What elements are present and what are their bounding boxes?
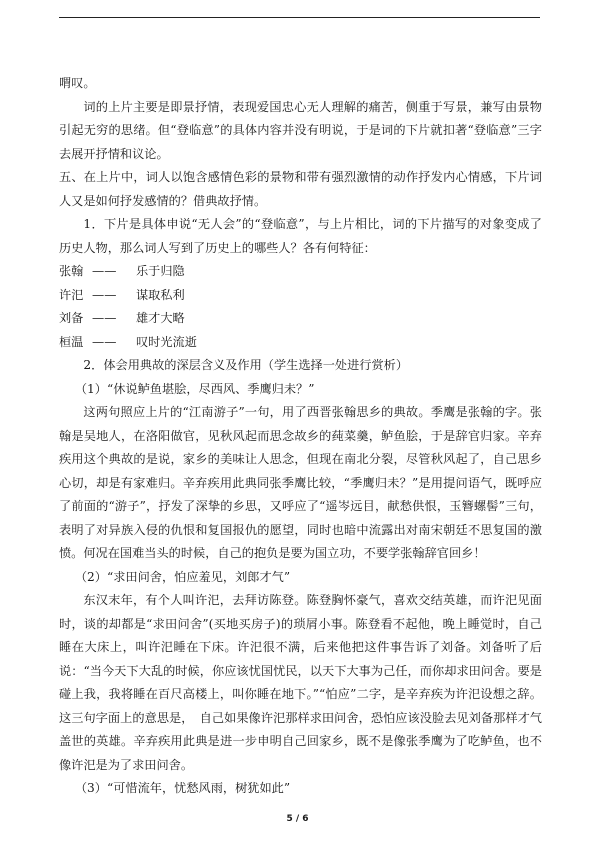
paragraph: 这两句照应上片的“江南游子”一句，用了西晋张翰思乡的典故。季鹰是张翰的字。张翰是吴地人，在洛阳做官，见秋风起而思念故乡的莼菜羹，鲈鱼脍，于是辞官归家。辛弃疾用这个典故的是说，家乡的美味让人思念，但现在南北分裂，尽管秋风起了，自己思乡心切，却是有家难归。辛弃疾用此典同张季鹰比较，“季鹰归未？”是用提问语气，既呼应了前面的“游子”，抒发了深挚的乡思，又呼应了“遥岑远目，献愁供恨，玉簪螺髻”三句，表明了对异族入侵的仇恨和复国报仇的愿望，同时也暗中流露出对南宋朝廷不思复国的激愤。何况在国难当头的时候，自己的抱负是要为国立功，不要学张翰辞官回乡！ — [59, 405, 542, 560]
list-item — [59, 307, 542, 331]
dash: —— — [92, 334, 117, 349]
document-body — [59, 72, 542, 801]
subheading: （2）“求田问舍，怕应羞见，刘郎才气” — [74, 569, 291, 584]
paragraph: 东汉末年，有个人叫许汜，去拜访陈登。陈登胸怀豪气，喜欢交结英雄，而许汜见面时，谈的却都是“求田问舍”(买地买房子)的琐屑小事。陈登看不起他，晚上睡觉时，自己睡在大床上，叫许汜睡在下床。许汜很不满，后来他把这件事告诉了刘备。刘备听了后说：“当今天下大乱的时候，你应该忧国忧民，以天下大事为己任，而你却求田问舍。要是碰上我，我将睡在百尺高楼上，叫你睡在地下。”“怕应”二字，是辛弃疾为许汜设想之辞。这三句字面上的意思是， 自己如果像许汜那样求田问舍，恐怕应该没脸去见刘备那样才气盖世的英雄。辛弃疾用此典是进一步申明自己回家乡，既不是像张季鹰为了吃鲈鱼，也不像许汜是为了求田问舍。 — [59, 593, 542, 772]
dash: —— — [92, 287, 117, 302]
dash: —— — [92, 264, 117, 278]
figure-name: 张翰 — [59, 264, 84, 278]
list-item — [59, 284, 542, 308]
figure-name: 许汜 — [59, 287, 84, 302]
subheading: （3）“可惜流年，忧愁风雨，树犹如此” — [74, 781, 291, 795]
paragraph: 1．下片是具体申说“无人会”的“登临意”，与上片相比，词的下片描写的对象变成了历史人物，那么词人写到了历史上的哪些人？各有何特征： — [59, 217, 542, 255]
subheading: （1）“休说鲈鱼堪脍，尽西风、季鹰归未？” — [74, 381, 315, 396]
figure-trait: 乐于归隐 — [136, 264, 185, 278]
page-number: 5 / 6 — [286, 814, 309, 824]
list-item — [59, 331, 542, 355]
paragraph: 2．体会用典故的深层含义及作用（学生选择一处进行赏析） — [83, 358, 409, 372]
paragraph: 词的上片主要是即景抒情，表现爱国忠心无人理解的痛苦，侧重于写景，兼写由景物引起无穷的思绪。但“登临意”的具体内容并没有明说，于是词的下片就扣著“登临意”三字去展开抒情和议论。 — [59, 99, 542, 161]
dash: —— — [92, 311, 117, 325]
header-rule — [59, 17, 540, 18]
figure-name: 刘备 — [59, 311, 84, 325]
figure-list — [59, 260, 542, 354]
paragraph: 喟叹。 — [59, 76, 96, 90]
figure-trait: 叹时光流逝 — [136, 334, 197, 349]
list-item — [59, 260, 542, 284]
figure-trait: 谋取私利 — [136, 287, 185, 302]
figure-name: 桓温 — [59, 334, 84, 349]
figure-trait: 雄才大略 — [136, 311, 185, 325]
question-heading: 五、在上片中，词人以饱含感情色彩的景物和带有强烈激情的动作抒发内心情感，下片词人又是如何抒发感情的？借典故抒情。 — [59, 170, 542, 208]
